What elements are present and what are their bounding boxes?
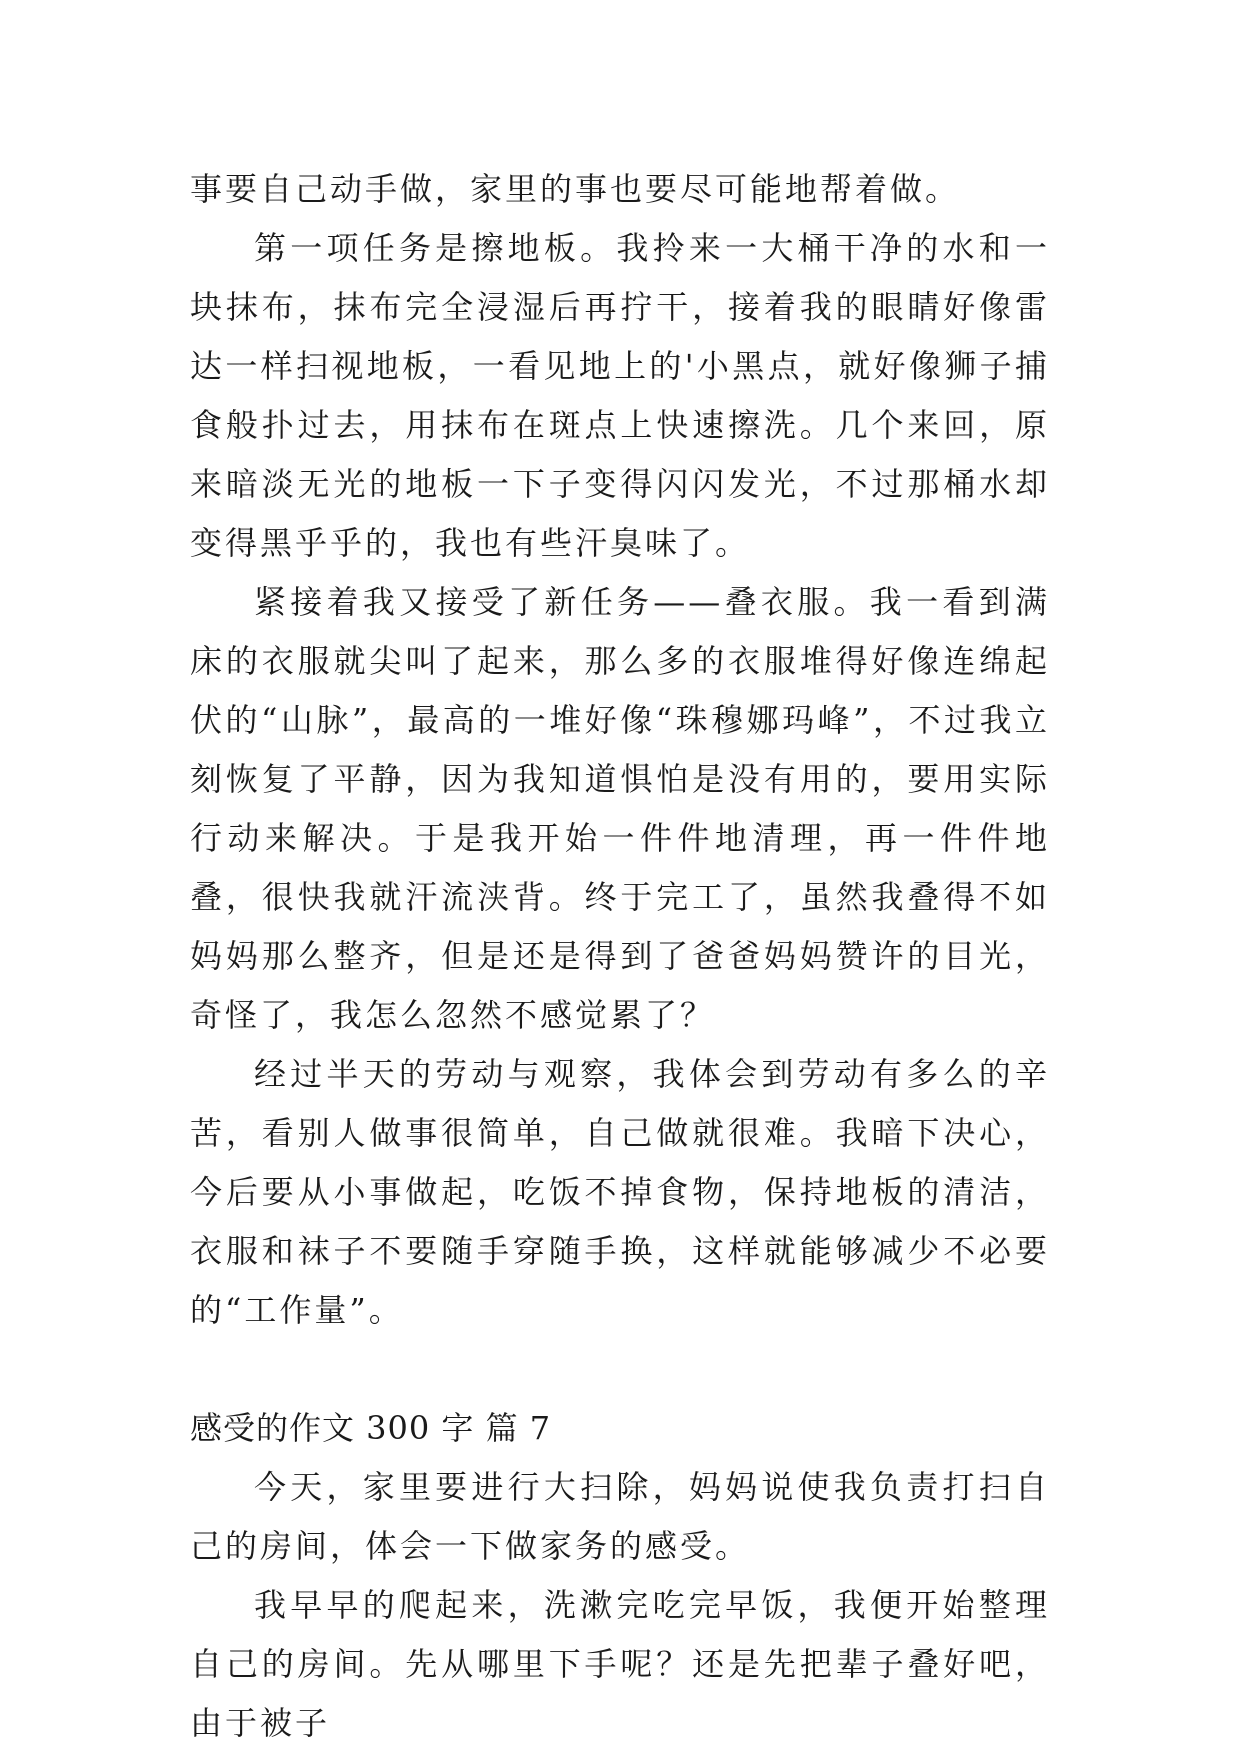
paragraph-cleaning-day: 今天，家里要进行大扫除，妈妈说使我负责打扫自己的房间，体会一下做家务的感受。	[190, 1468, 1050, 1565]
paragraph-morning-tidy: 我早早的爬起来，洗漱完吃完早饭，我便开始整理自己的房间。先从哪里下手呢？还是先把辈子叠好吧，由于被子	[190, 1586, 1050, 1742]
paragraph-mopping-floor: 第一项任务是擦地板。我拎来一大桶干净的水和一块抹布，抹布完全浸湿后再拧干，接着我的眼睛好像雷达一样扫视地板，一看见地上的'小黑点，就好像狮子捕食般扑过去，用抹布在斑点上快速擦洗。几个来回，原来暗淡无光的地板一下子变得闪闪发光，不过那桶水却变得黑乎乎的，我也有些汗臭味了。	[190, 229, 1050, 562]
document-body	[190, 160, 1050, 1753]
section-heading: 感受的作文 300 字 篇 7	[190, 1409, 552, 1447]
paragraph-continuation: 事要自己动手做，家里的事也要尽可能地帮着做。	[190, 170, 961, 208]
paragraph-reflection: 经过半天的劳动与观察，我体会到劳动有多么的辛苦，看别人做事很简单，自己做就很难。我暗下决心，今后要从小事做起，吃饭不掉食物，保持地板的清洁，衣服和袜子不要随手穿随手换，这样就能够减少不必要的“工作量”。	[190, 1055, 1050, 1329]
paragraph-folding-clothes: 紧接着我又接受了新任务——叠衣服。我一看到满床的衣服就尖叫了起来，那么多的衣服堆得好像连绵起伏的“山脉”，最高的一堆好像“珠穆娜玛峰”，不过我立刻恢复了平静，因为我知道惧怕是没有用的，要用实际行动来解决。于是我开始一件件地清理，再一件件地叠，很快我就汗流浃背。终于完工了，虽然我叠得不如妈妈那么整齐，但是还是得到了爸爸妈妈赞许的目光，奇怪了，我怎么忽然不感觉累了？	[190, 583, 1050, 1034]
